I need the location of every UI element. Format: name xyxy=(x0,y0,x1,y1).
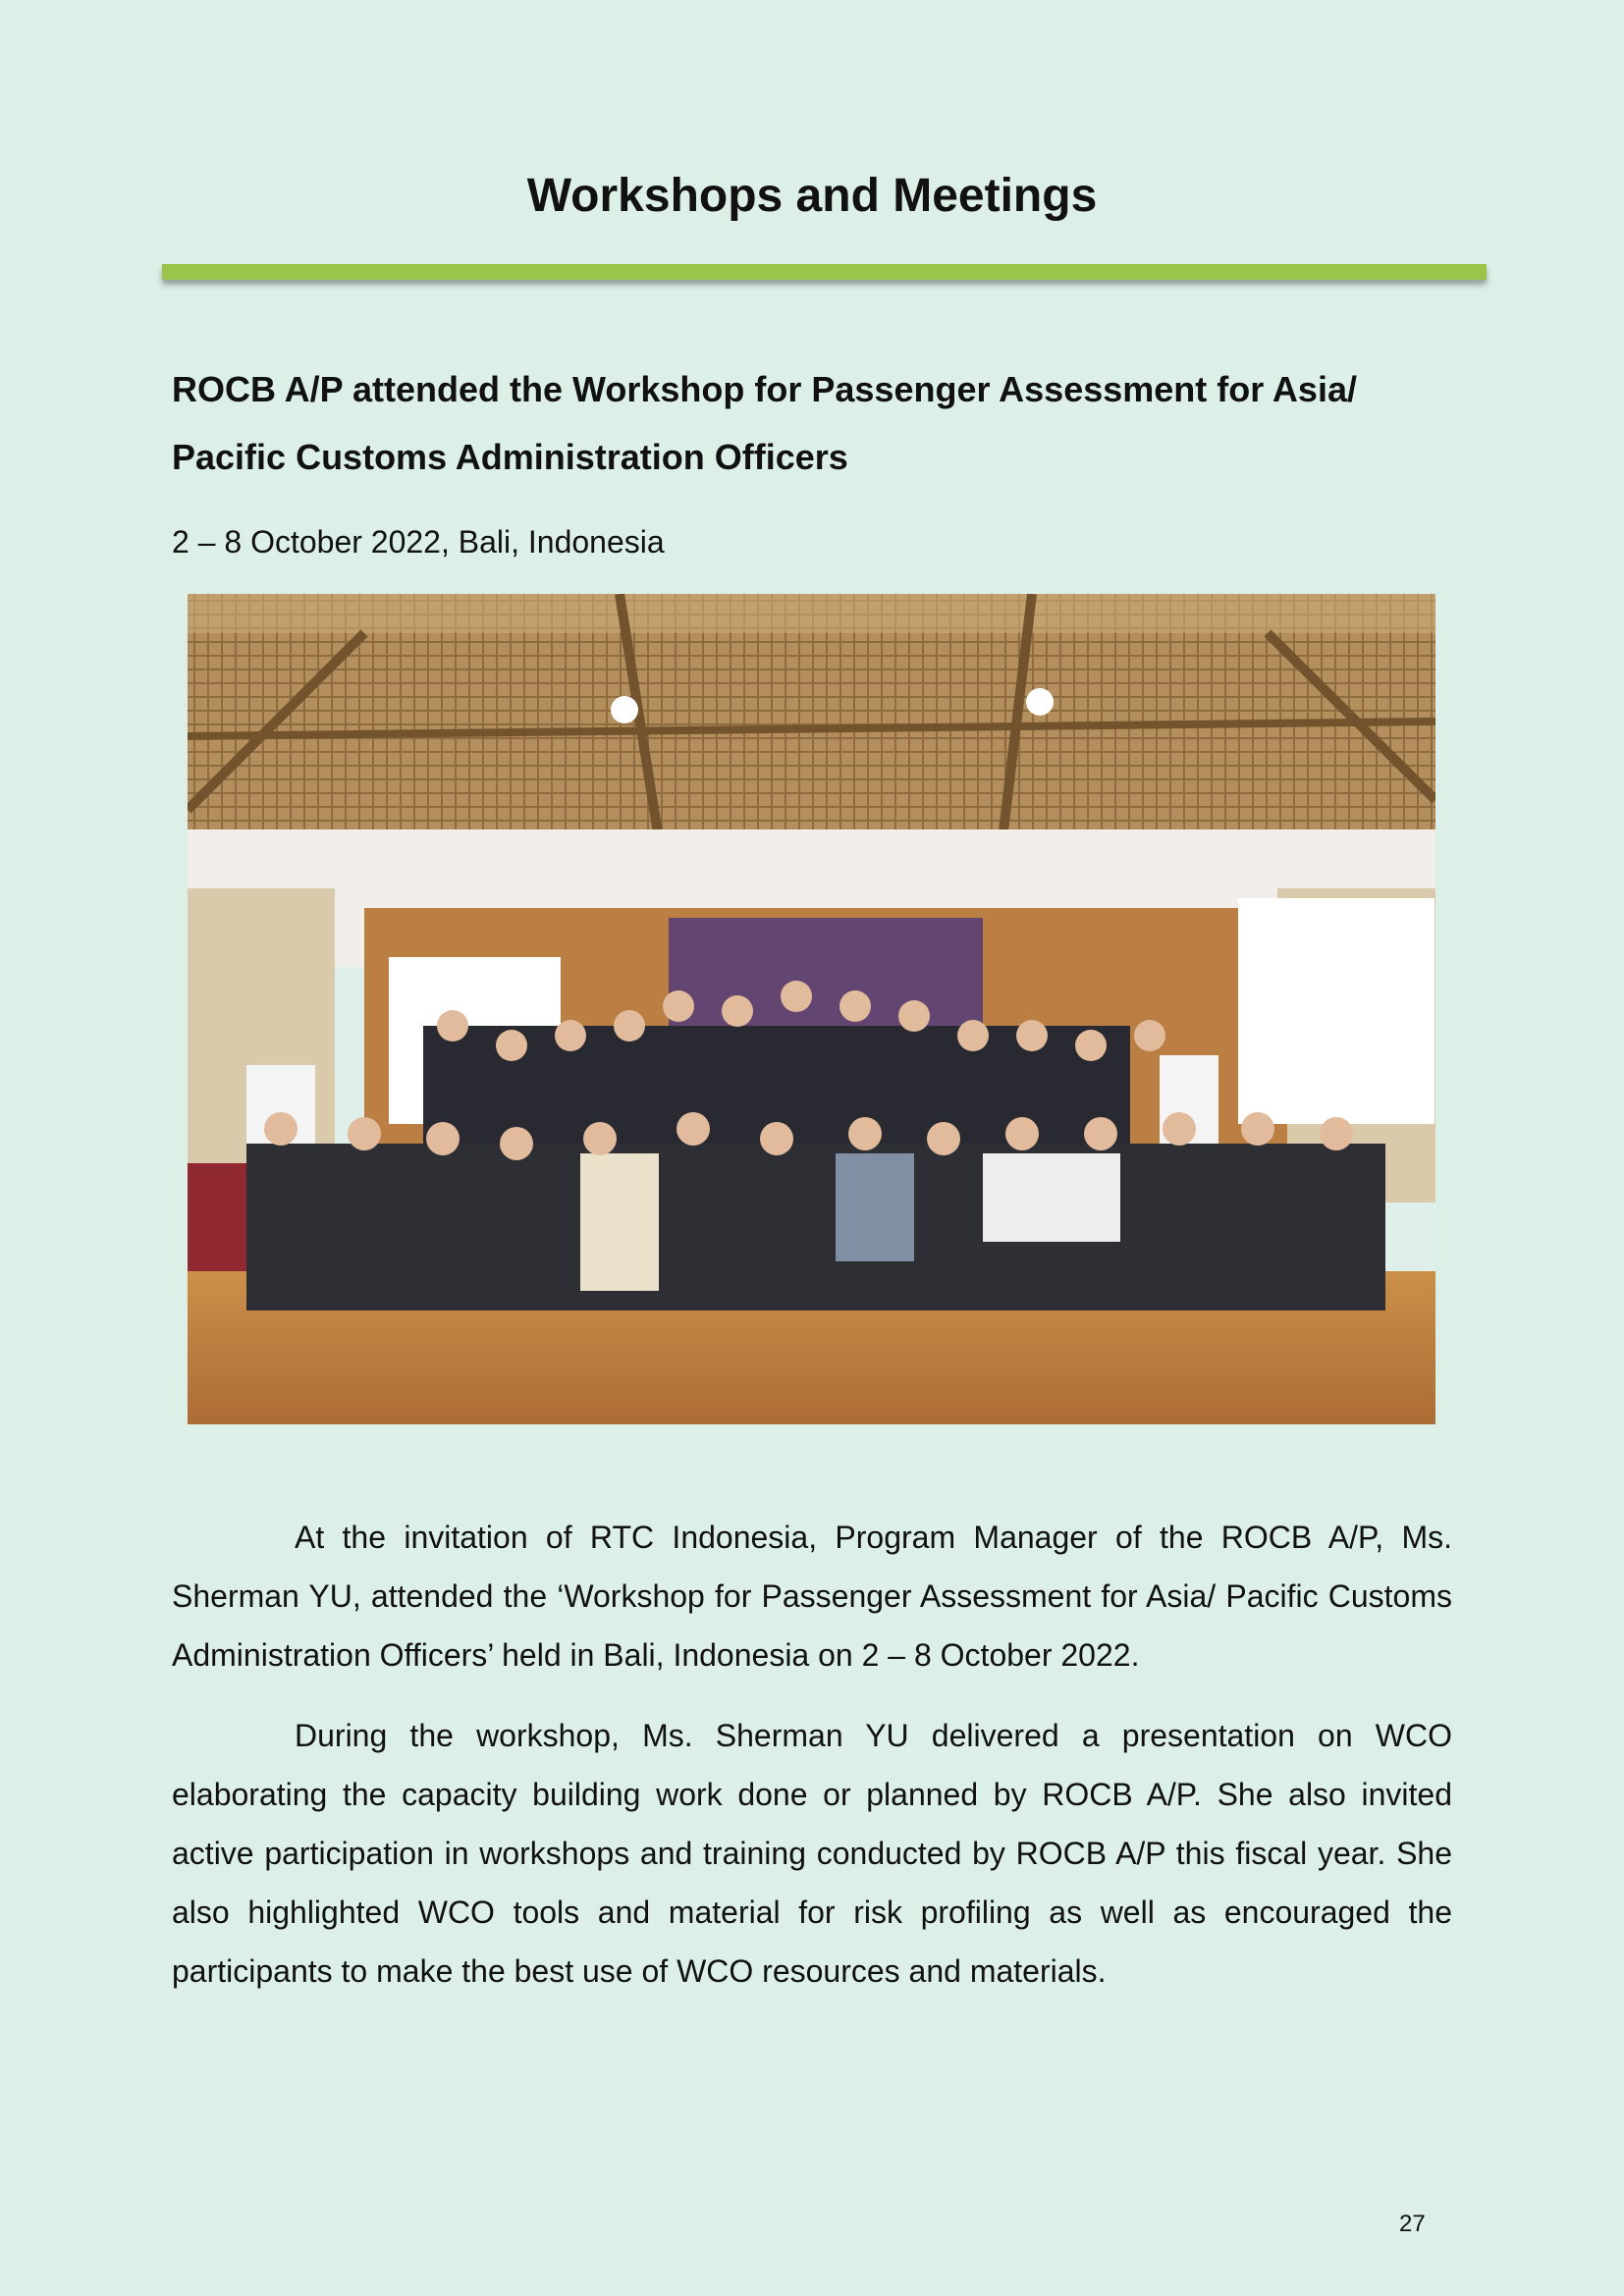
page-title: Workshops and Meetings xyxy=(526,170,1098,222)
article-heading: ROCB A/P attended the Workshop for Passenger Assessment for Asia/ Pacific Customs Administration Officers xyxy=(172,369,1357,477)
title-divider xyxy=(162,264,1487,280)
page-number: 27 xyxy=(1399,2211,1426,2237)
group-photo xyxy=(188,594,1435,1424)
group-photo-illustration xyxy=(188,594,1435,1424)
body-paragraph: During the workshop, Ms. Sherman YU delivered a presentation on WCO elaborating the capacity building work done or planned by ROCB A/P. She also invited active participation in workshops and training conducted by ROCB A/P this fiscal year. She also highlighted WCO tools and material for risk profiling as well as encouraged the participants to make the best use of WCO resources and materials. xyxy=(172,1718,1452,1989)
body-paragraph: At the invitation of RTC Indonesia, Program Manager of the ROCB A/P, Ms. Sherman YU, attended the ‘Workshop for Passenger Assessment for Asia/ Pacific Customs Administration Officers’ held in Bali, Indonesia on 2 – 8 October 2022. xyxy=(172,1520,1452,1673)
article-date-location: 2 – 8 October 2022, Bali, Indonesia xyxy=(172,524,665,560)
article-body xyxy=(172,1508,1452,2022)
